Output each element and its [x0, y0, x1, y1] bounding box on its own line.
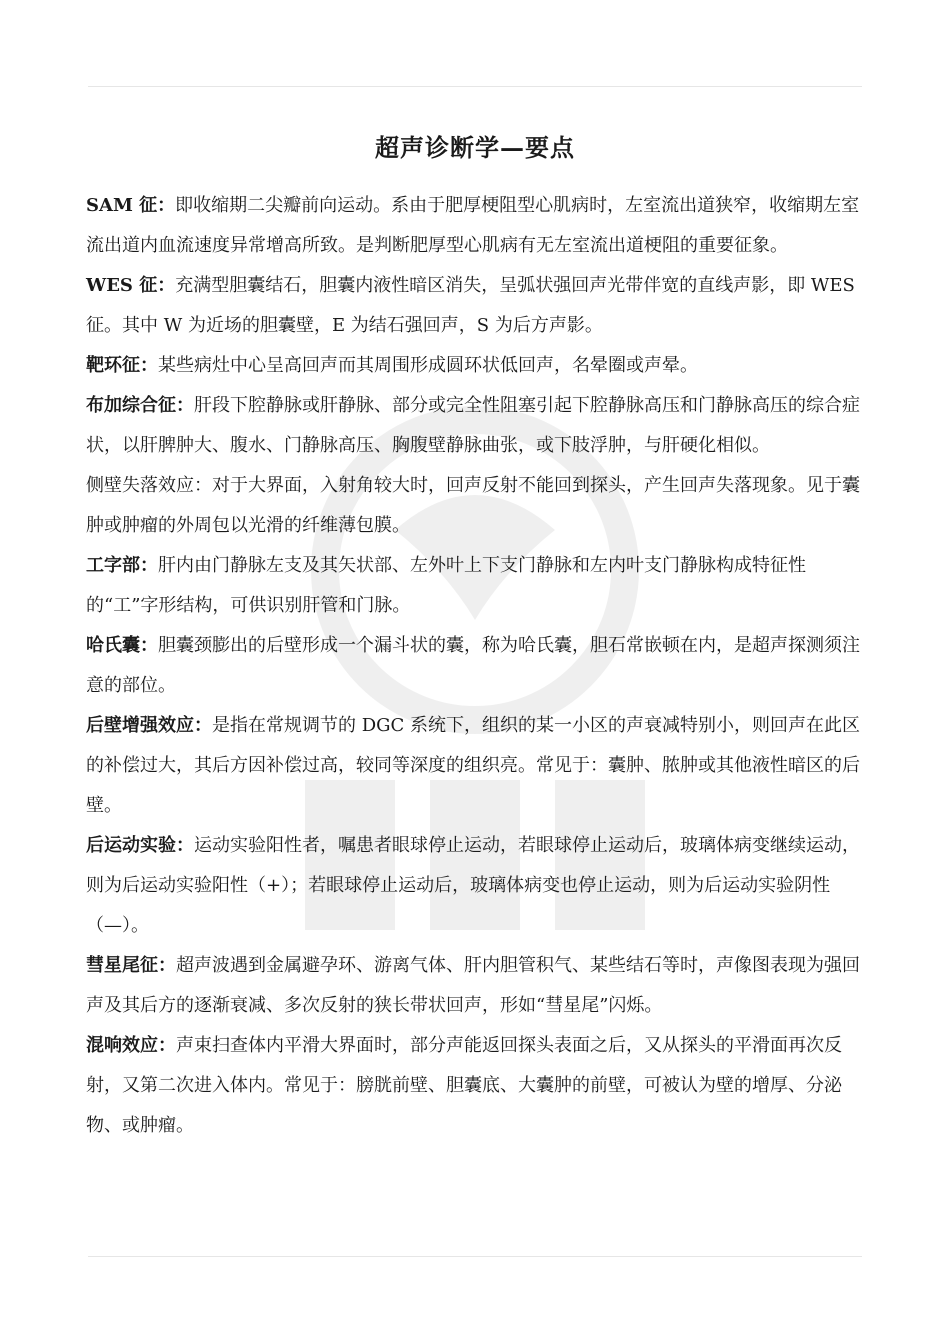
- entry-separator: ：: [157, 275, 176, 296]
- entry-separator: ：: [176, 395, 194, 416]
- entry-term: 布加综合征: [86, 395, 176, 416]
- entry-term: 混响效应: [86, 1035, 158, 1056]
- document-body: [86, 186, 876, 1146]
- document-title: 超声诊断学—要点: [375, 133, 575, 163]
- entry-term: 后壁增强效应: [86, 715, 194, 736]
- entry-term: 后运动实验: [86, 835, 176, 856]
- definition-entry: [86, 1026, 876, 1146]
- entry-definition: 肝段下腔静脉或肝静脉、部分或完全性阻塞引起下腔静脉高压和门静脉高压的综合症状，以肝脾肿大、腹水、门静脉高压、胸腹壁静脉曲张，或下肢浮肿，与肝硬化相似。: [86, 395, 860, 456]
- footer-rule: [88, 1256, 862, 1257]
- entry-separator: ：: [158, 1035, 176, 1056]
- definition-entry: [86, 386, 876, 466]
- entry-term: WES 征: [86, 275, 158, 296]
- entry-separator: ：: [140, 555, 158, 576]
- definition-entry: [86, 346, 876, 386]
- entry-definition: 胆囊颈膨出的后壁形成一个漏斗状的囊，称为哈氏囊，胆石常嵌顿在内，是超声探测须注意的部位。: [86, 635, 860, 696]
- entry-definition: 充满型胆囊结石，胆囊内液性暗区消失，呈弧状强回声光带伴宽的直线声影，即 WES 征。其中 W 为近场的胆囊壁，E 为结石强回声，S 为后方声影。: [86, 275, 855, 336]
- definition-entry: [86, 826, 876, 946]
- entry-separator: ：: [140, 635, 158, 656]
- entry-definition: 声束扫查体内平滑大界面时，部分声能返回探头表面之后，又从探头的平滑面再次反射，又第二次进入体内。常见于：膀胱前壁、胆囊底、大囊肿的前壁，可被认为壁的增厚、分泌物、或肿瘤。: [86, 1035, 842, 1136]
- entry-term: 彗星尾征: [86, 955, 158, 976]
- entry-definition: 运动实验阳性者，嘱患者眼球停止运动，若眼球停止运动后，玻璃体病变继续运动，则为后运动实验阳性（+）；若眼球停止运动后，玻璃体病变也停止运动，则为后运动实验阴性（—）。: [86, 835, 860, 936]
- entry-separator: ：: [194, 715, 212, 736]
- entry-separator: ：: [176, 835, 194, 856]
- entry-separator: ：: [140, 355, 158, 376]
- entry-term: SAM 征: [86, 195, 158, 216]
- definition-entry: [86, 626, 876, 706]
- entry-definition: 对于大界面，入射角较大时，回声反射不能回到探头，产生回声失落现象。见于囊肿或肿瘤的外周包以光滑的纤维薄包膜。: [86, 475, 860, 536]
- entry-definition: 超声波遇到金属避孕环、游离气体、肝内胆管积气、某些结石等时，声像图表现为强回声及其后方的逐渐衰减、多次反射的狭长带状回声，形如“彗星尾”闪烁。: [86, 955, 860, 1016]
- entry-term: 工字部: [86, 555, 140, 576]
- definition-entry: [86, 706, 876, 826]
- entry-term: 侧壁失落效应: [86, 475, 194, 496]
- entry-term: 靶环征: [86, 355, 140, 376]
- definition-entry: [86, 946, 876, 1026]
- definition-entry: [86, 546, 876, 626]
- definition-entry: [86, 266, 876, 346]
- definition-entry: [86, 186, 876, 266]
- entry-definition: 某些病灶中心呈高回声而其周围形成圆环状低回声，名晕圈或声晕。: [158, 355, 698, 376]
- header-rule: [88, 86, 862, 87]
- entry-separator: ：: [158, 955, 176, 976]
- entry-definition: 即收缩期二尖瓣前向运动。系由于肥厚梗阻型心肌病时，左室流出道狭窄，收缩期左室流出道内血流速度异常增高所致。是判断肥厚型心肌病有无左室流出道梗阻的重要征象。: [86, 195, 860, 256]
- entry-definition: 肝内由门静脉左支及其矢状部、左外叶上下支门静脉和左内叶支门静脉构成特征性的“工”字形结构，可供识别肝管和门脉。: [86, 555, 806, 616]
- entry-term: 哈氏囊: [86, 635, 140, 656]
- entry-separator: ：: [157, 195, 176, 216]
- entry-definition: 是指在常规调节的 DGC 系统下，组织的某一小区的声衰减特别小，则回声在此区的补偿过大，其后方因补偿过高，较同等深度的组织亮。常见于：囊肿、脓肿或其他液性暗区的后壁。: [86, 715, 861, 816]
- entry-separator: ：: [194, 475, 212, 496]
- definition-entry: [86, 466, 876, 546]
